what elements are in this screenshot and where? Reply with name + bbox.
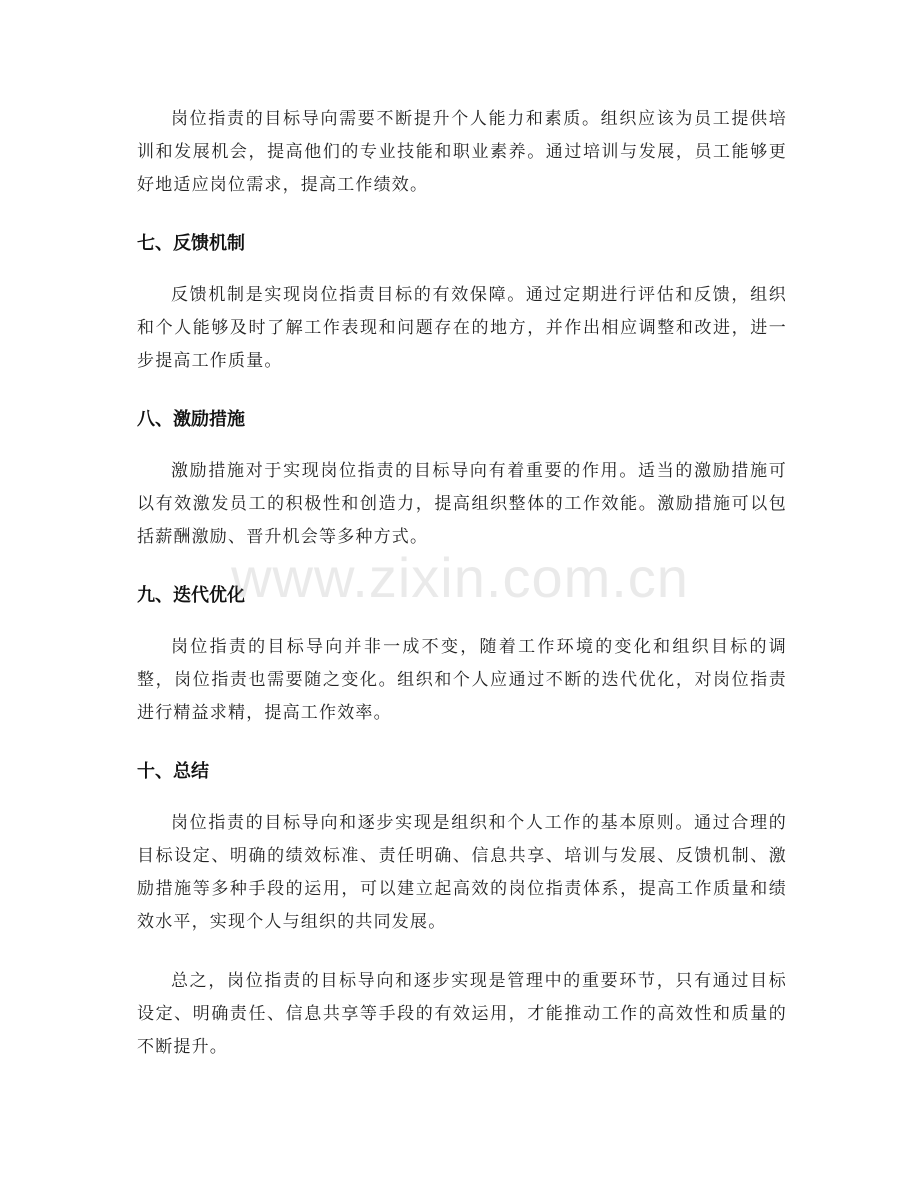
watermark-text: www.zixin.com.cn	[231, 546, 689, 609]
paragraph-iteration: 岗位指责的目标导向并非一成不变，随着工作环境的变化和组织目标的调整，岗位指责也需要随之变化。组织和个人应通过不断的迭代优化，对岗位指责进行精益求精，提高工作效率。	[137, 637, 787, 723]
document-body	[137, 103, 787, 1064]
heading-incentives: 八、激励措施	[137, 409, 245, 430]
heading-iteration: 九、迭代优化	[137, 585, 245, 606]
paragraph-conclusion: 总之，岗位指责的目标导向和逐步实现是管理中的重要环节，只有通过目标设定、明确责任、信息共享等手段的有效运用，才能推动工作的高效性和质量的不断提升。	[137, 971, 787, 1057]
heading-summary: 十、总结	[137, 761, 209, 782]
heading-feedback: 七、反馈机制	[137, 233, 245, 254]
paragraph-summary: 岗位指责的目标导向和逐步实现是组织和个人工作的基本原则。通过合理的目标设定、明确的绩效标准、责任明确、信息共享、培训与发展、反馈机制、激励措施等多种手段的运用，可以建立起高效的岗位指责体系，提高工作质量和绩效水平，实现个人与组织的共同发展。	[137, 813, 787, 932]
paragraph-incentives: 激励措施对于实现岗位指责的目标导向有着重要的作用。适当的激励措施可以有效激发员工的积极性和创造力，提高组织整体的工作效能。激励措施可以包括薪酬激励、晋升机会等多种方式。	[137, 461, 787, 547]
paragraph-feedback: 反馈机制是实现岗位指责目标的有效保障。通过定期进行评估和反馈，组织和个人能够及时了解工作表现和问题存在的地方，并作出相应调整和改进，进一步提高工作质量。	[137, 285, 787, 371]
paragraph-training: 岗位指责的目标导向需要不断提升个人能力和素质。组织应该为员工提供培训和发展机会，提高他们的专业技能和职业素养。通过培训与发展，员工能够更好地适应岗位需求，提高工作绩效。	[137, 109, 787, 195]
